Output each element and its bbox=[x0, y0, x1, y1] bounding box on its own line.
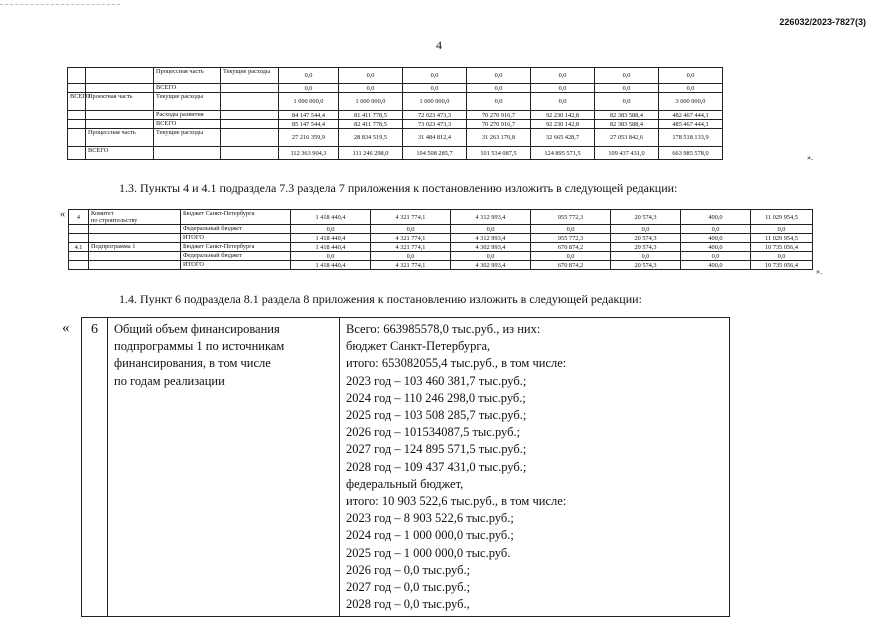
value-cell: 72 023 473,3 bbox=[403, 111, 467, 120]
value-line: 2024 год – 1 000 000,0 тыс.руб.; bbox=[346, 528, 514, 543]
item-name-cell bbox=[89, 225, 181, 234]
row-type-cell: ВСЕГО bbox=[154, 120, 221, 129]
value-cell: 0,0 bbox=[467, 84, 531, 93]
row-group-cell bbox=[68, 111, 86, 120]
value-cell: 111 246 298,0 bbox=[339, 147, 403, 160]
funding-source-cell: Федеральный бюджет bbox=[181, 252, 291, 261]
value-cell: 84 147 544,4 bbox=[279, 111, 339, 120]
value-cell: 1 418 440,4 bbox=[291, 234, 371, 243]
row-type-cell: ВСЕГО bbox=[154, 84, 221, 93]
value-line: 2027 год – 124 895 571,5 тыс.руб.; bbox=[346, 442, 527, 457]
value-cell: 663 985 578,0 bbox=[659, 147, 723, 160]
financing-table-top bbox=[67, 67, 814, 160]
table2-open-quote: « bbox=[60, 209, 65, 220]
value-cell: 124 895 571,5 bbox=[531, 147, 595, 160]
row-type-cell: Текущие расходы bbox=[154, 93, 221, 111]
value-cell: 400,0 bbox=[681, 234, 751, 243]
value-cell: 0,0 bbox=[291, 252, 371, 261]
row-part-cell bbox=[86, 84, 154, 93]
value-cell: 400,0 bbox=[681, 210, 751, 225]
value-cell: 20 574,3 bbox=[611, 243, 681, 252]
value-cell: 0,0 bbox=[681, 252, 751, 261]
table-row bbox=[68, 120, 814, 129]
value-cell: 20 574,3 bbox=[611, 210, 681, 225]
item-name-cell bbox=[89, 252, 181, 261]
funding-source-cell: Федеральный бюджет bbox=[181, 225, 291, 234]
value-cell: 11 029 954,5 bbox=[751, 234, 813, 243]
value-cell: 0,0 bbox=[403, 68, 467, 84]
section-heading-1-3: 1.3. Пункты 4 и 4.1 подраздела 7.3 раздела 7 приложения к постановлению изложить в следующей редакции: bbox=[119, 181, 678, 195]
value-cell: 31 484 812,4 bbox=[403, 129, 467, 147]
value-cell: 82 383 588,4 bbox=[595, 120, 659, 129]
value-cell: 0,0 bbox=[681, 225, 751, 234]
row-subtype-cell bbox=[221, 84, 279, 93]
value-cell: 400,0 bbox=[681, 261, 751, 270]
value-cell: 0,0 bbox=[467, 68, 531, 84]
row-group-cell bbox=[68, 120, 86, 129]
value-cell: 178 518 133,9 bbox=[659, 129, 723, 147]
item-number-cell bbox=[69, 225, 89, 234]
value-line: итого: 10 903 522,6 тыс.руб., в том числе: bbox=[346, 494, 567, 509]
row-part-cell bbox=[86, 120, 154, 129]
value-cell: 10 735 056,4 bbox=[751, 261, 813, 270]
row-subtype-cell bbox=[221, 147, 279, 160]
value-line: Всего: 663985578,0 тыс.руб., из них: bbox=[346, 322, 541, 336]
value-cell: 0,0 bbox=[531, 84, 595, 93]
value-cell: 0,0 bbox=[531, 68, 595, 84]
row-subtype-cell bbox=[221, 129, 279, 147]
value-cell: 0,0 bbox=[659, 68, 723, 84]
value-cell: 4 312 993,4 bbox=[451, 234, 531, 243]
value-cell: 0,0 bbox=[279, 84, 339, 93]
value-cell: 73 023 473,3 bbox=[403, 120, 467, 129]
value-line: 2025 год – 1 000 000,0 тыс.руб. bbox=[346, 545, 511, 560]
row-subtype-cell bbox=[221, 120, 279, 129]
value-cell: 32 665 428,7 bbox=[531, 129, 595, 147]
value-cell: 82 383 588,4 bbox=[595, 111, 659, 120]
row-subtype-cell bbox=[221, 111, 279, 120]
value-cell: 85 147 544,4 bbox=[279, 120, 339, 129]
row-type-cell: Процессная часть bbox=[154, 68, 221, 84]
value-cell: 112 363 904,3 bbox=[279, 147, 339, 160]
value-cell: 4 321 774,1 bbox=[371, 261, 451, 270]
label-line: финансирования, в том числе bbox=[114, 356, 271, 371]
value-cell: 0,0 bbox=[339, 84, 403, 93]
row-subtype-cell: Текущие расходы bbox=[221, 68, 279, 84]
value-cell: 1 418 440,4 bbox=[291, 261, 371, 270]
value-cell: 0,0 bbox=[371, 252, 451, 261]
value-cell: 4 302 993,4 bbox=[451, 243, 531, 252]
scan-artifact-line bbox=[0, 4, 120, 5]
table3-open-quote: « bbox=[62, 320, 70, 336]
value-cell: 0,0 bbox=[595, 84, 659, 93]
document-number: 226032/2023-7827(3) bbox=[779, 17, 866, 27]
value-cell: 0,0 bbox=[595, 68, 659, 84]
value-cell: 101 534 087,5 bbox=[467, 147, 531, 160]
value-cell: 482 467 444,1 bbox=[659, 111, 723, 120]
value-cell: 0,0 bbox=[611, 225, 681, 234]
label-line: Общий объем финансирования bbox=[114, 322, 280, 336]
value-cell: 70 270 916,7 bbox=[467, 111, 531, 120]
item-name-cell: Подпрограмма 1 bbox=[89, 243, 181, 252]
item-name-cell bbox=[89, 261, 181, 270]
item-name-cell bbox=[89, 210, 181, 225]
table-row bbox=[69, 243, 813, 252]
label-line: по годам реализации bbox=[114, 373, 225, 388]
value-line: 2028 год – 0,0 тыс.руб., bbox=[346, 597, 470, 612]
value-line: 2023 год – 103 460 381,7 тыс.руб.; bbox=[346, 373, 527, 388]
value-cell: 0,0 bbox=[531, 252, 611, 261]
value-cell: 0,0 bbox=[339, 68, 403, 84]
row-part-cell: Проектная часть bbox=[86, 93, 154, 111]
name-line: Комитет bbox=[91, 210, 114, 217]
item-values bbox=[340, 318, 730, 617]
funding-source-cell: ИТОГО bbox=[181, 261, 291, 270]
table-row bbox=[68, 129, 814, 147]
value-cell: 0,0 bbox=[371, 225, 451, 234]
value-cell: 670 874,2 bbox=[531, 243, 611, 252]
value-cell: 1 418 440,4 bbox=[291, 243, 371, 252]
value-line: 2028 год – 109 437 431,0 тыс.руб.; bbox=[346, 459, 527, 474]
value-cell: 0,0 bbox=[595, 93, 659, 111]
value-cell: 81 411 778,5 bbox=[339, 111, 403, 120]
value-cell: 4 312 993,4 bbox=[451, 210, 531, 225]
value-cell: 0,0 bbox=[531, 93, 595, 111]
item-number-cell bbox=[69, 252, 89, 261]
funding-source-cell: Бюджет Санкт-Петербурга bbox=[181, 243, 291, 252]
value-line: итого: 653082055,4 тыс.руб., в том числе: bbox=[346, 356, 567, 371]
value-cell: 670 874,2 bbox=[531, 261, 611, 270]
name-line: по строительству bbox=[91, 217, 138, 224]
row-group-cell bbox=[68, 68, 86, 84]
value-cell: 4 321 774,1 bbox=[371, 210, 451, 225]
row-part-cell bbox=[86, 68, 154, 84]
value-cell: 3 000 000,0 bbox=[659, 93, 723, 111]
item-name-cell bbox=[89, 234, 181, 243]
value-cell: 27 053 842,6 bbox=[595, 129, 659, 147]
table-row bbox=[68, 84, 814, 93]
value-cell: 27 216 359,9 bbox=[279, 129, 339, 147]
value-cell: 0,0 bbox=[467, 93, 531, 111]
table-row bbox=[68, 68, 814, 84]
value-line: 2025 год – 103 508 285,7 тыс.руб.; bbox=[346, 408, 527, 423]
financing-volume-table bbox=[81, 317, 730, 617]
table-row bbox=[68, 147, 814, 160]
table-row bbox=[69, 252, 813, 261]
value-cell: 1 000 000,0 bbox=[339, 93, 403, 111]
value-cell: 109 437 431,0 bbox=[595, 147, 659, 160]
value-cell: 92 230 142,8 bbox=[531, 120, 595, 129]
value-cell: 4 302 993,4 bbox=[451, 261, 531, 270]
value-cell: 92 230 142,8 bbox=[531, 111, 595, 120]
value-cell: 0,0 bbox=[403, 84, 467, 93]
table-row bbox=[68, 111, 814, 120]
financing-table-committee bbox=[68, 209, 813, 270]
value-cell: 0,0 bbox=[611, 252, 681, 261]
value-cell: 0,0 bbox=[751, 225, 813, 234]
value-cell: 0,0 bbox=[451, 225, 531, 234]
value-cell: 955 772,3 bbox=[531, 234, 611, 243]
row-subtype-cell bbox=[221, 93, 279, 111]
value-cell: 104 508 285,7 bbox=[403, 147, 467, 160]
item-number-cell bbox=[69, 261, 89, 270]
table-row bbox=[69, 261, 813, 270]
value-cell: 1 000 000,0 bbox=[279, 93, 339, 111]
value-cell: 82 411 778,5 bbox=[339, 120, 403, 129]
table-row bbox=[69, 225, 813, 234]
value-cell: 70 270 916,7 bbox=[467, 120, 531, 129]
item-number-cell bbox=[69, 234, 89, 243]
item-number-cell: 4.1 bbox=[69, 243, 89, 252]
row-group-cell bbox=[68, 147, 86, 160]
value-cell: 0,0 bbox=[291, 225, 371, 234]
table2-close-quote: ». bbox=[816, 267, 822, 276]
value-cell: 4 321 774,1 bbox=[371, 234, 451, 243]
value-cell: 20 574,3 bbox=[611, 261, 681, 270]
value-cell: 11 029 954,5 bbox=[751, 210, 813, 225]
value-cell: 0,0 bbox=[659, 84, 723, 93]
table-row bbox=[68, 93, 814, 111]
row-type-cell: Текущие расходы bbox=[154, 129, 221, 147]
value-cell: 0,0 bbox=[751, 252, 813, 261]
value-cell: 485 467 444,1 bbox=[659, 120, 723, 129]
table1-close-quote: ». bbox=[807, 153, 813, 162]
funding-source-cell: Бюджет Санкт-Петербурга bbox=[181, 210, 291, 225]
value-line: 2026 год – 101534087,5 тыс.руб.; bbox=[346, 425, 521, 440]
value-cell: 400,0 bbox=[681, 243, 751, 252]
funding-source-cell: ИТОГО bbox=[181, 234, 291, 243]
row-part-cell: Процессная часть bbox=[86, 129, 154, 147]
section-heading-1-4: 1.4. Пункт 6 подраздела 8.1 раздела 8 приложения к постановлению изложить в следующей редакции: bbox=[119, 292, 642, 306]
value-line: 2026 год – 0,0 тыс.руб.; bbox=[346, 562, 471, 577]
value-cell: 0,0 bbox=[531, 225, 611, 234]
table-row bbox=[69, 234, 813, 243]
value-cell: 31 263 170,8 bbox=[467, 129, 531, 147]
value-cell: 1 418 440,4 bbox=[291, 210, 371, 225]
page-number: 4 bbox=[436, 38, 442, 52]
value-line: федеральный бюджет, bbox=[346, 476, 464, 491]
value-cell: 955 772,3 bbox=[531, 210, 611, 225]
row-group-cell bbox=[68, 129, 86, 147]
value-cell: 28 834 519,5 bbox=[339, 129, 403, 147]
table-row bbox=[69, 210, 813, 225]
value-cell: 20 574,3 bbox=[611, 234, 681, 243]
value-cell: 0,0 bbox=[451, 252, 531, 261]
item-number: 6 bbox=[82, 318, 108, 617]
value-cell: 4 321 774,1 bbox=[371, 243, 451, 252]
item-number-cell: 4 bbox=[69, 210, 89, 225]
value-cell: 1 000 000,0 bbox=[403, 93, 467, 111]
row-part-cell: ВСЕГО bbox=[86, 147, 154, 160]
label-line: подпрограммы 1 по источникам bbox=[114, 339, 285, 354]
value-cell: 0,0 bbox=[279, 68, 339, 84]
value-line: бюджет Санкт-Петербурга, bbox=[346, 339, 491, 354]
value-line: 2023 год – 8 903 522,6 тыс.руб.; bbox=[346, 511, 514, 526]
value-cell: 10 735 056,4 bbox=[751, 243, 813, 252]
item-label bbox=[108, 318, 340, 617]
value-line: 2024 год – 110 246 298,0 тыс.руб.; bbox=[346, 390, 526, 405]
row-type-cell bbox=[154, 147, 221, 160]
row-group-cell bbox=[68, 84, 86, 93]
row-group-cell: ВСЕГО bbox=[68, 93, 86, 111]
value-line: 2027 год – 0,0 тыс.руб.; bbox=[346, 580, 471, 595]
row-part-cell bbox=[86, 111, 154, 120]
row-type-cell: Расходы развития bbox=[154, 111, 221, 120]
